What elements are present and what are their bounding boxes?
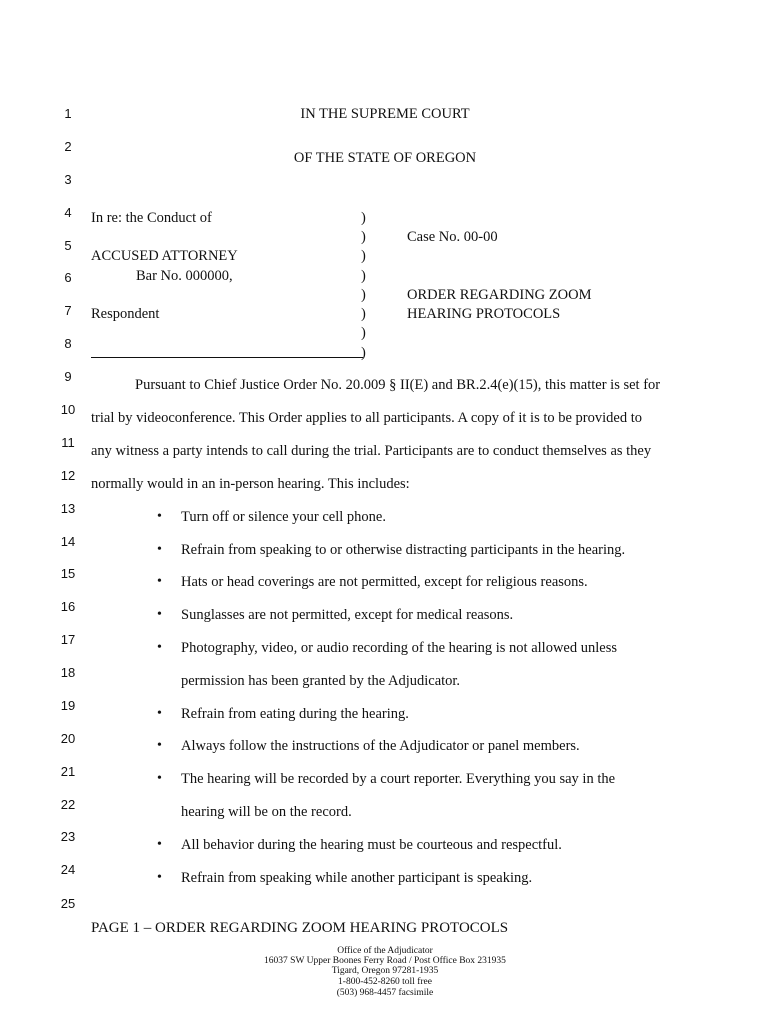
case-number: Case No. 00-00: [407, 229, 498, 245]
line-number: 18: [60, 665, 76, 680]
caption-rule: [91, 357, 363, 358]
line-number: 10: [60, 402, 76, 417]
footer-address: 16037 SW Upper Boones Ferry Road / Post Office Box 231935: [264, 956, 506, 966]
bullet-item: Hats or head coverings are not permitted, except for religious reasons.: [181, 574, 588, 590]
bullet-marker: •: [157, 640, 162, 655]
bullet-item-continuation: hearing will be on the record.: [181, 804, 352, 820]
caption-bar-number: Bar No. 000000,: [136, 268, 233, 284]
bullet-item: The hearing will be recorded by a court reporter. Everything you say in the: [181, 771, 616, 787]
line-number: 24: [60, 862, 76, 877]
line-number: 2: [64, 139, 72, 154]
footer-phone: 1-800-452-8260 toll free: [338, 977, 432, 987]
line-number: 3: [64, 172, 72, 187]
caption-paren: ): [361, 287, 366, 303]
line-number: 4: [64, 205, 72, 220]
bullet-marker: •: [157, 706, 162, 721]
line-number: 23: [60, 829, 76, 844]
bullet-item: Always follow the instructions of the Adjudicator or panel members.: [181, 738, 580, 754]
bullet-item: Refrain from speaking while another participant is speaking.: [181, 870, 533, 886]
line-number: 1: [64, 106, 72, 121]
bullet-marker: •: [157, 542, 162, 557]
line-number: 17: [60, 632, 76, 647]
caption-in-re: In re: the Conduct of: [91, 210, 212, 226]
court-state: OF THE STATE OF OREGON: [293, 150, 477, 166]
bullet-item: Refrain from speaking to or otherwise distracting participants in the hearing.: [181, 542, 626, 558]
caption-respondent: Respondent: [91, 306, 160, 322]
bullet-marker: •: [157, 738, 162, 753]
bullet-marker: •: [157, 607, 162, 622]
line-number: 25: [60, 896, 76, 911]
caption-paren: ): [361, 268, 366, 284]
bullet-item: All behavior during the hearing must be courteous and respectful.: [181, 837, 562, 853]
caption-paren: ): [361, 306, 366, 322]
footer-office: Office of the Adjudicator: [337, 946, 433, 956]
caption-paren: ): [361, 248, 366, 264]
line-number: 13: [60, 501, 76, 516]
line-number: 20: [60, 731, 76, 746]
bullet-item: Photography, video, or audio recording of the hearing is not allowed unless: [181, 640, 617, 656]
bullet-marker: •: [157, 574, 162, 589]
footer-page-title: PAGE 1 – ORDER REGARDING ZOOM HEARING PROTOCOLS: [91, 920, 509, 936]
line-number: 14: [60, 534, 76, 549]
caption-paren: ): [361, 210, 366, 226]
line-number: 7: [64, 303, 72, 318]
body-paragraph-line: Pursuant to Chief Justice Order No. 20.009 § II(E) and BR.2.4(e)(15), this matter is set for: [135, 377, 661, 393]
line-number: 21: [60, 764, 76, 779]
body-paragraph-line: any witness a party intends to call during the trial. Participants are to conduct themselves as they: [91, 443, 652, 459]
bullet-marker: •: [157, 870, 162, 885]
order-title-line1: ORDER REGARDING ZOOM: [407, 287, 592, 303]
line-number: 16: [60, 599, 76, 614]
line-number: 8: [64, 336, 72, 351]
caption-paren: ): [361, 345, 366, 361]
line-number: 11: [61, 435, 75, 450]
caption-accused: ACCUSED ATTORNEY: [91, 248, 238, 264]
bullet-marker: •: [157, 771, 162, 786]
footer-city: Tigard, Oregon 97281-1935: [331, 966, 439, 976]
body-paragraph-line: normally would in an in-person hearing. This includes:: [91, 476, 410, 492]
bullet-item-continuation: permission has been granted by the Adjudicator.: [181, 673, 461, 689]
bullet-item: Sunglasses are not permitted, except for medical reasons.: [181, 607, 514, 623]
line-number: 9: [64, 369, 72, 384]
caption-paren: ): [361, 325, 366, 341]
order-title-line2: HEARING PROTOCOLS: [407, 306, 561, 322]
line-number: 6: [64, 270, 72, 285]
line-number: 5: [64, 238, 72, 253]
line-number: 22: [60, 797, 76, 812]
footer-fax: (503) 968-4457 facsimile: [336, 988, 434, 998]
bullet-marker: •: [157, 509, 162, 524]
bullet-marker: •: [157, 837, 162, 852]
caption-paren: ): [361, 229, 366, 245]
body-paragraph-line: trial by videoconference. This Order applies to all participants. A copy of it is to be provided to: [91, 410, 642, 426]
court-name: IN THE SUPREME COURT: [300, 106, 470, 122]
bullet-item: Turn off or silence your cell phone.: [181, 509, 386, 525]
bullet-item: Refrain from eating during the hearing.: [181, 706, 409, 722]
line-number: 15: [60, 566, 76, 581]
line-number: 12: [60, 468, 76, 483]
line-number: 19: [60, 698, 76, 713]
